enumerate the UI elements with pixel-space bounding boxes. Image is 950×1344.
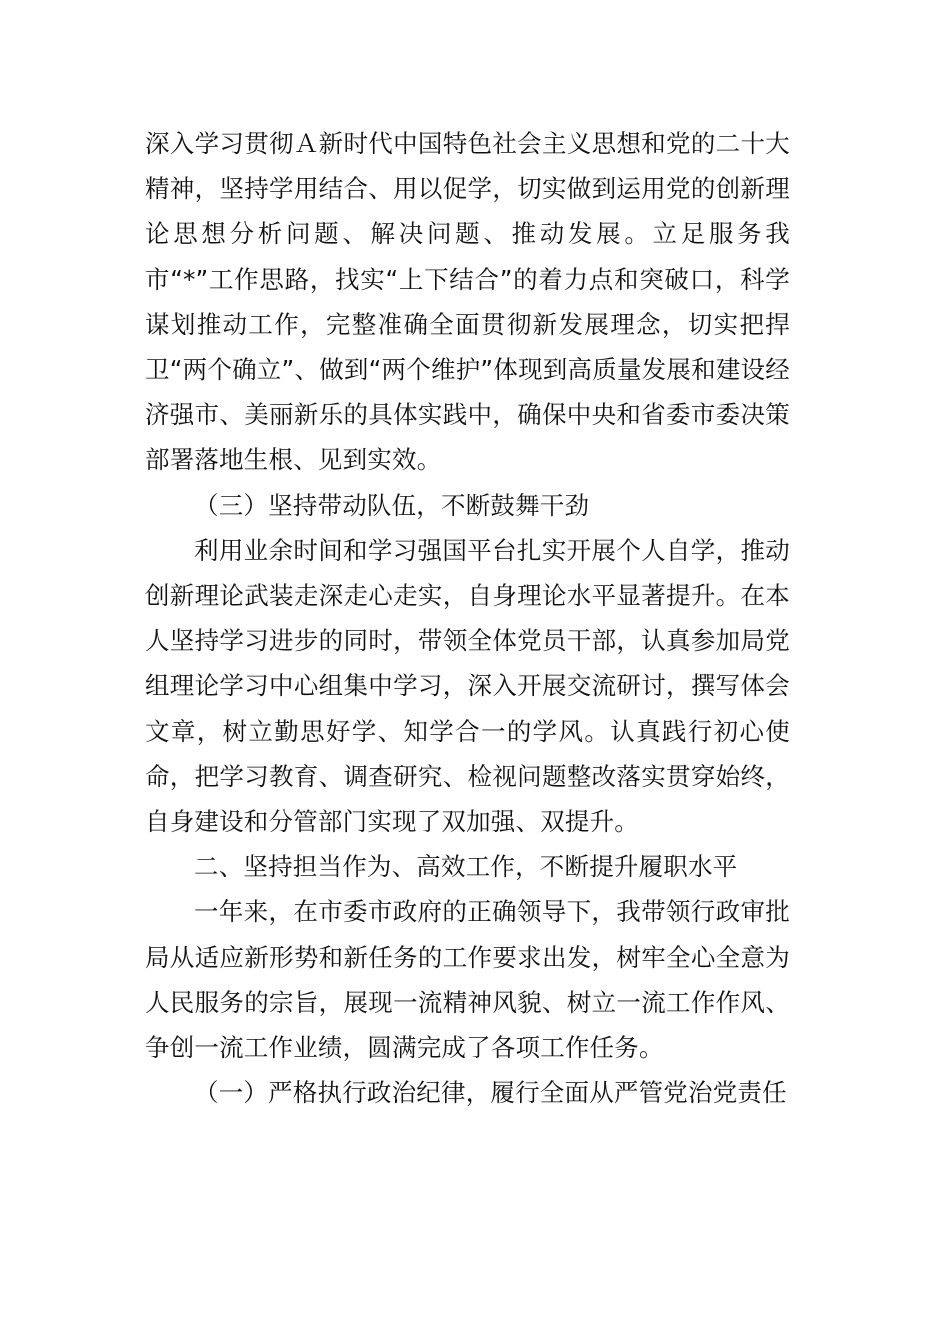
paragraph-year-review: 一年来，在市委市政府的正确领导下，我带领行政审批局从适应新形势和新任务的工作要求出发，树牢全心全意为人民服务的宗旨，展现一流精神风貌、树立一流工作作风、争创一流工作业绩，圆满完成了各项工作任务。 bbox=[145, 897, 790, 1063]
subheading-1: （一）严格执行政治纪律，履行全面从严管党治党责任 bbox=[194, 1078, 787, 1108]
section-heading-2: 二、坚持担当作为、高效工作，不断提升履职水平 bbox=[194, 852, 738, 882]
subheading-3: （三）坚持带动队伍，不断鼓舞干劲 bbox=[194, 490, 590, 520]
document-body bbox=[145, 121, 790, 1115]
paragraph-continuation: 深入学习贯彻Ａ新时代中国特色社会主义思想和党的二十大精神，坚持学用结合、用以促学，切实做到运用党的创新理论思想分析问题、解决问题、推动发展。立足服务我市“*”工作思路，找实“上下结合”的着力点和突破口，科学谋划推动工作，完整准确全面贯彻新发展理念，切实把捍卫“两个确立”、做到“两个维护”体现到高质量发展和建设经济强市、美丽新乐的具体实践中，确保中央和省委市委决策部署落地生根、见到实效。 bbox=[145, 129, 790, 475]
paragraph-self-study: 利用业余时间和学习强国平台扎实开展个人自学，推动创新理论武装走深走心走实，自身理论水平显著提升。在本人坚持学习进步的同时，带领全体党员干部，认真参加局党组理论学习中心组集中学习，深入开展交流研讨，撰写体会文章，树立勤思好学、知学合一的学风。认真践行初心使命，把学习教育、调查研究、检视问题整改落实贯穿始终，自身建设和分管部门实现了双加强、双提升。 bbox=[145, 535, 790, 837]
